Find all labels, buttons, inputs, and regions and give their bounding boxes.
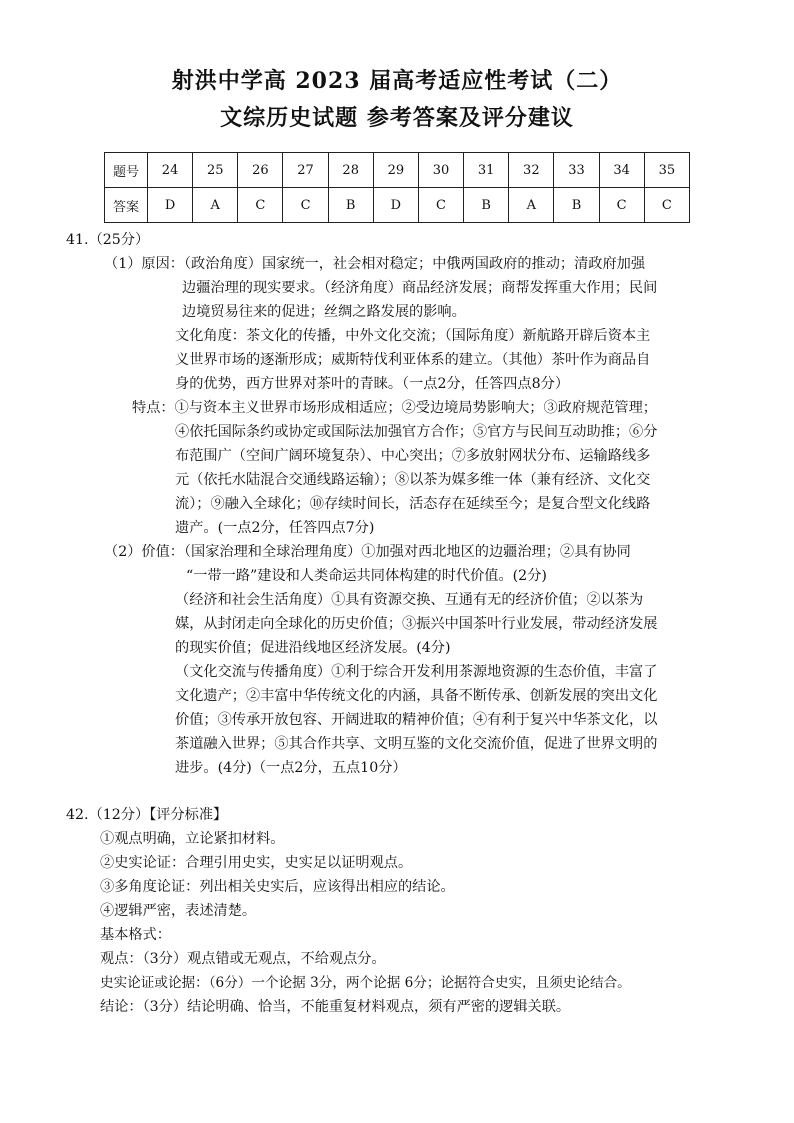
q41-text-line: 文化遗产；②丰富中华传统文化的内涵，具备不断传承、创新发展的突出文化	[175, 688, 658, 704]
question-number: 35	[644, 153, 689, 188]
q41-text-line: 进步。(4分)（一点2分，五点10分）	[175, 760, 407, 776]
q41-text-line: （2）价值：（国家治理和全球治理角度）①加强对西北地区的边疆治理；②具有协同	[104, 544, 631, 560]
q41-text-line: 遗产。(一点2分，任答四点7分)	[175, 520, 375, 536]
q41-text-line: 边疆治理的现实要求。（经济角度）商品经济发展；商帮发挥重大作用；民间	[182, 280, 658, 296]
answer-cell: D	[148, 188, 193, 223]
question-number: 30	[418, 153, 463, 188]
answer-cell: C	[599, 188, 644, 223]
answer-cell: C	[418, 188, 463, 223]
row-label-answer: 答案	[105, 188, 148, 223]
q42-text-line: 基本格式：	[100, 927, 171, 943]
q41-text-line: （文化交流与传播角度）①利于综合开发利用茶源地资源的生态价值，丰富了	[175, 664, 658, 680]
row-label-number: 题号	[105, 153, 148, 188]
question-number: 33	[554, 153, 599, 188]
q41-text-line: 文化角度：茶文化的传播，中外文化交流；（国际角度）新航路开辟后资本主	[175, 328, 651, 344]
q41-text-line: （1）原因：（政治角度）国家统一，社会相对稳定；中俄两国政府的推动；清政府加强	[104, 256, 646, 272]
table-row-answers	[105, 188, 690, 223]
q42-text-line: ④逻辑严密，表述清楚。	[100, 903, 257, 919]
question-number: 29	[373, 153, 418, 188]
answer-table	[104, 152, 690, 223]
q42-text-line: ①观点明确，立论紧扣材料。	[100, 831, 285, 847]
q41-text-line: 特点：①与资本主义世界市场形成相适应；②受边境局势影响大；③政府规范管理；	[132, 400, 657, 416]
q42-heading: 42.（12分）【评分标准】	[66, 807, 228, 823]
answer-cell: B	[328, 188, 373, 223]
q41-text-line: 的现实价值；促进沿线地区经济发展。(4分)	[175, 640, 451, 656]
answer-cell: C	[644, 188, 689, 223]
q41-text-line: 价值；③传承开放包容、开阔进取的精神价值；④有利于复兴中华茶文化，以	[175, 712, 658, 728]
q42-text-line: ②史实论证：合理引用史实，史实足以证明观点。	[100, 855, 413, 871]
q41-text-line: （经济和社会生活角度）①具有资源交换、互通有无的经济价值；②以茶为	[175, 592, 644, 608]
answer-cell: B	[554, 188, 599, 223]
document-subtitle: 文综历史试题 参考答案及评分建议	[220, 105, 574, 131]
answer-cell: B	[464, 188, 509, 223]
answer-cell: C	[283, 188, 328, 223]
q42-text-line: 史实论证或论据：（6分）一个论据 3分，两个论据 6分；论据符合史实，且须史论结合。	[100, 975, 631, 991]
answer-cell: A	[509, 188, 554, 223]
question-number: 27	[283, 153, 328, 188]
answer-cell: C	[238, 188, 283, 223]
q42-text-line: 结论：（3分）结论明确、恰当，不能重复材料观点，须有严密的逻辑关联。	[100, 999, 571, 1015]
q41-text-line: 义世界市场的逐渐形成；威斯特伐利亚体系的建立。（其他）茶叶作为商品自	[175, 352, 651, 368]
question-number: 31	[464, 153, 509, 188]
answer-cell: A	[193, 188, 238, 223]
question-number: 32	[509, 153, 554, 188]
question-number: 28	[328, 153, 373, 188]
q42-text-line: 观点：（3分）观点错或无观点，不给观点分。	[100, 951, 386, 967]
answer-cell: D	[373, 188, 418, 223]
q41-text-line: ④依托国际条约或协定或国际法加强官方合作；⑤官方与民间互动助推；⑥分	[175, 424, 658, 440]
question-number: 26	[238, 153, 283, 188]
question-number: 25	[193, 153, 238, 188]
table-row-numbers	[105, 153, 690, 188]
q41-text-line: 布范围广（空间广阔环境复杂）、中心突出；⑦多放射网状分布、运输路线多	[175, 448, 651, 464]
question-number: 24	[148, 153, 193, 188]
q41-text-line: 流）；⑨融入全球化；⑩存续时间长，活态存在延续至今；是复合型文化线路	[175, 496, 651, 512]
document-title: 射洪中学高 2023 届高考适应性考试（二）	[171, 68, 623, 94]
q41-text-line: 身的优势，西方世界对茶叶的青睐。（一点2分，任答四点8分）	[175, 376, 570, 392]
q41-text-line: “一带一路”建设和人类命运共同体构建的时代价值。(2分)	[186, 568, 547, 584]
question-number: 34	[599, 153, 644, 188]
q41-text-line: 媒，从封闭走向全球化的历史价值；③振兴中国茶叶行业发展，带动经济发展	[175, 616, 658, 632]
q41-heading: 41.（25分）	[66, 232, 150, 248]
q41-text-line: 元（依托水陆混合交通线路运输）；⑧以茶为媒多维一体（兼有经济、文化交	[175, 472, 651, 488]
q42-text-line: ③多角度论证：列出相关史实后，应该得出相应的结论。	[100, 879, 455, 895]
q41-text-line: 边境贸易往来的促进；丝绸之路发展的影响。	[182, 304, 466, 320]
q41-text-line: 茶道融入世界；⑤其合作共享、文明互鉴的文化交流价值，促进了世界文明的	[175, 736, 658, 752]
